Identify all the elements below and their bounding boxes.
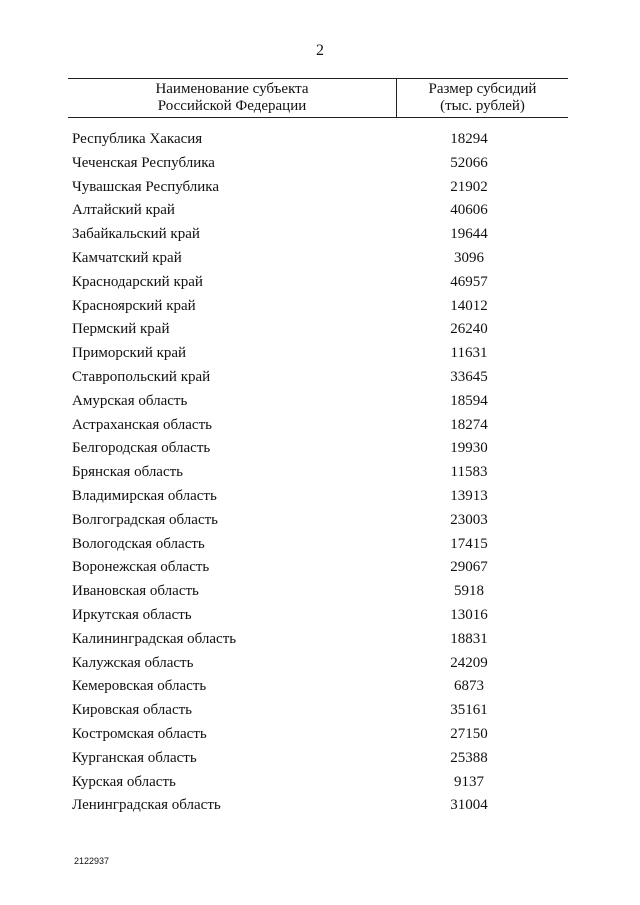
region-name: Амурская область	[72, 392, 188, 409]
region-name: Волгоградская область	[72, 511, 218, 528]
subsidy-amount: 46957	[450, 273, 488, 290]
document-code: 2122937	[74, 856, 110, 866]
table-row	[0, 271, 640, 295]
table-row	[0, 342, 640, 366]
subsidy-amount: 18594	[450, 392, 488, 409]
table-row	[0, 414, 640, 438]
subsidy-amount: 19644	[450, 226, 488, 243]
region-name: Вологодская область	[72, 535, 205, 552]
region-name: Чеченская Республика	[72, 154, 215, 171]
subsidy-amount: 13913	[450, 487, 488, 504]
subsidy-amount: 26240	[450, 321, 488, 338]
subsidy-amount: 25388	[450, 749, 488, 766]
table-row	[0, 533, 640, 557]
header-name-column	[68, 81, 396, 115]
subsidy-amount: 24209	[450, 654, 488, 671]
table-row	[0, 747, 640, 771]
region-name: Ивановская область	[72, 583, 199, 600]
region-name: Астраханская область	[72, 416, 212, 433]
subsidy-amount: 11583	[450, 464, 488, 481]
subsidy-amount: 27150	[450, 725, 488, 742]
table-row	[0, 366, 640, 390]
table-row	[0, 247, 640, 271]
subsidy-amount: 5918	[454, 583, 484, 600]
table-row	[0, 580, 640, 604]
region-name: Красноярский край	[72, 297, 196, 314]
region-name: Ставропольский край	[72, 368, 211, 385]
subsidy-amount: 13016	[450, 606, 488, 623]
subsidy-amount: 40606	[450, 202, 488, 219]
subsidy-amount: 9137	[454, 773, 484, 790]
subsidy-amount: 29067	[450, 559, 488, 576]
subsidy-amount: 3096	[454, 249, 484, 266]
region-name: Курская область	[72, 773, 176, 790]
table-row	[0, 152, 640, 176]
table-row	[0, 390, 640, 414]
region-name: Краснодарский край	[72, 273, 203, 290]
table-row	[0, 485, 640, 509]
table-row	[0, 723, 640, 747]
region-name: Кемеровская область	[72, 678, 207, 695]
table-row	[0, 128, 640, 152]
region-name: Курганская область	[72, 749, 197, 766]
table-row	[0, 652, 640, 676]
table-row	[0, 628, 640, 652]
region-name: Брянская область	[72, 464, 184, 481]
region-name: Воронежская область	[72, 559, 210, 576]
subsidy-amount: 18274	[450, 416, 488, 433]
subsidy-amount: 23003	[450, 511, 488, 528]
region-name: Белгородская область	[72, 440, 211, 457]
table-row	[0, 223, 640, 247]
table-row	[0, 199, 640, 223]
region-name: Кировская область	[72, 702, 193, 719]
subsidy-amount: 11631	[450, 345, 488, 362]
subsidy-amount: 35161	[450, 702, 488, 719]
region-name: Калужская область	[72, 654, 194, 671]
header-name-line2: Российской Федерации	[157, 98, 307, 114]
page-number: 2	[316, 42, 324, 59]
table-row	[0, 604, 640, 628]
table-row	[0, 295, 640, 319]
region-name: Ленинградская область	[72, 797, 221, 814]
table-body	[0, 128, 640, 818]
header-amount-line2: (тыс. рублей)	[440, 98, 525, 114]
subsidy-amount: 33645	[450, 368, 488, 385]
subsidy-amount: 31004	[450, 797, 488, 814]
table-row	[0, 318, 640, 342]
table-row	[0, 461, 640, 485]
region-name: Республика Хакасия	[72, 131, 203, 147]
region-name: Камчатский край	[72, 249, 182, 266]
table-row	[0, 176, 640, 200]
subsidy-amount: 6873	[454, 678, 484, 695]
region-name: Забайкальский край	[72, 226, 200, 243]
table-row	[0, 675, 640, 699]
table-row	[0, 437, 640, 461]
header-name-line1: Наименование субъекта	[155, 81, 309, 97]
header-amount-line1: Размер субсидий	[428, 81, 537, 97]
region-name: Иркутская область	[72, 606, 192, 623]
region-name: Пермский край	[72, 321, 170, 338]
region-name: Алтайский край	[72, 202, 175, 219]
table-row	[0, 556, 640, 580]
region-name: Калининградская область	[72, 630, 237, 647]
region-name: Костромская область	[72, 725, 207, 742]
region-name: Владимирская область	[72, 487, 217, 504]
header-amount-column	[397, 81, 568, 115]
table-row	[0, 699, 640, 723]
table-row	[0, 509, 640, 533]
subsidy-amount: 14012	[450, 297, 488, 314]
region-name: Чувашская Республика	[72, 178, 220, 195]
table-row	[0, 794, 640, 818]
subsidy-amount: 18294	[450, 131, 488, 147]
region-name: Приморский край	[72, 345, 187, 362]
table-row	[0, 771, 640, 795]
subsidy-amount: 19930	[450, 440, 488, 457]
subsidy-amount: 21902	[450, 178, 488, 195]
subsidy-amount: 17415	[450, 535, 488, 552]
subsidy-amount: 18831	[450, 630, 488, 647]
subsidy-amount: 52066	[450, 154, 488, 171]
table-header	[68, 78, 568, 118]
